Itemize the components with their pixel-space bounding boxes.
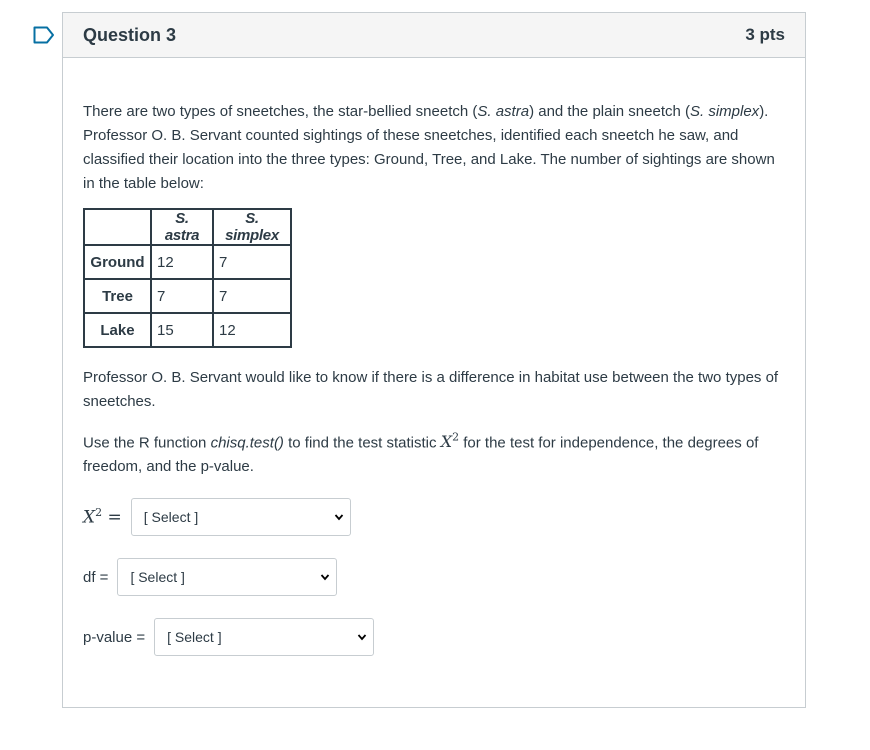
question-title: Question 3	[83, 24, 177, 45]
x2-select[interactable]	[131, 498, 351, 536]
chevron-down-icon	[320, 572, 330, 582]
pvalue-select[interactable]	[154, 618, 374, 656]
x2-answer-row	[83, 498, 351, 536]
table-row	[84, 245, 291, 279]
chevron-down-icon	[357, 632, 367, 642]
df-label: df =	[83, 568, 109, 586]
intro-paragraph: There are two types of sneetches, the star-bellied sneetch (S. astra) and the plain sneetch (S. simplex). Professor O. B. Servant counted sightings of these sneetches, identified each sneetch he saw, and classified their location into the three types: Ground, Tree, and Lake. The number of sightings are shown in the table below:	[83, 103, 775, 192]
question-header	[63, 13, 805, 58]
table-header-row	[84, 209, 291, 245]
sightings-table	[83, 208, 292, 348]
row-header: Ground	[84, 245, 151, 279]
x2-label: $X^2$ =	[83, 506, 122, 528]
df-answer-row	[83, 558, 337, 596]
df-select-value: [ Select ]	[130, 569, 185, 585]
chevron-down-icon	[334, 512, 344, 522]
table-corner-cell	[84, 209, 151, 245]
pvalue-label: p-value =	[83, 628, 146, 646]
bookmark-flag-icon[interactable]	[33, 26, 55, 44]
question-points: 3 pts	[745, 25, 785, 44]
table-row	[84, 279, 291, 313]
table-cell: 7	[151, 279, 213, 313]
table-cell: 12	[213, 313, 291, 347]
df-select[interactable]	[117, 558, 337, 596]
question-paragraph: Professor O. B. Servant would like to know if there is a difference in habitat use between the two types of sneetches.	[83, 369, 779, 410]
pvalue-answer-row	[83, 618, 374, 656]
column-header-astra: S. astra	[151, 209, 213, 245]
table-row	[84, 313, 291, 347]
x2-select-value: [ Select ]	[143, 509, 199, 525]
table-cell: 15	[151, 313, 213, 347]
pvalue-select-value: [ Select ]	[167, 629, 222, 645]
instruction-paragraph: Use the R function chisq.test() to find the test statistic $X^2$ for the test for independence, the degrees of freedom, and the p-value.	[83, 431, 759, 476]
row-header: Tree	[84, 279, 151, 313]
table-cell: 12	[151, 245, 213, 279]
x-squared-symbol: $X^2$	[440, 431, 460, 452]
question-card	[62, 12, 806, 708]
table-cell: 7	[213, 279, 291, 313]
table-cell: 7	[213, 245, 291, 279]
row-header: Lake	[84, 313, 151, 347]
column-header-simplex: S. simplex	[213, 209, 291, 245]
